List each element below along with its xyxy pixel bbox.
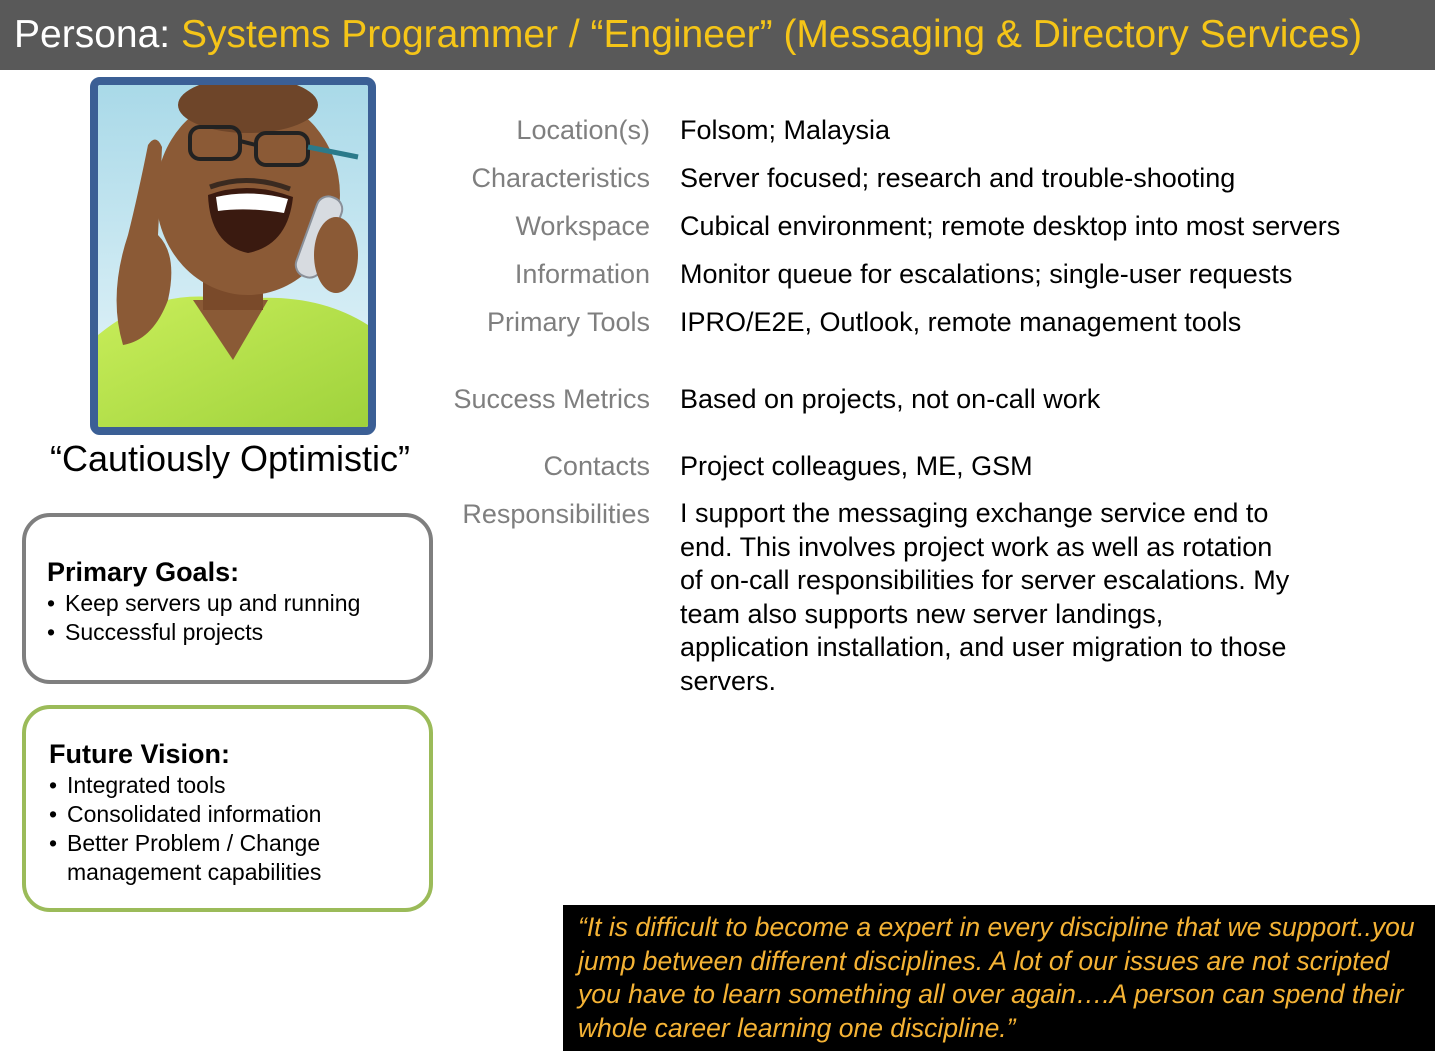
- persona-quote: “It is difficult to become a expert in every discipline that we support..you jump between different disciplines. A lot of our issues are not scripted you have to learn something all over again….A person can spend their whole career learning one discipline.”: [563, 905, 1435, 1051]
- attribute-label: Workspace: [515, 211, 650, 241]
- attribute-label: Location(s): [516, 115, 650, 145]
- title-prefix: Persona:: [14, 13, 181, 56]
- attribute-value: Project colleagues, ME, GSM: [680, 451, 1033, 481]
- attribute-value: Cubical environment; remote desktop into most servers: [680, 211, 1341, 241]
- attribute-value: IPRO/E2E, Outlook, remote management tools: [680, 307, 1242, 337]
- attribute-value: Folsom; Malaysia: [680, 115, 891, 145]
- list-item: • Keep servers up and running: [47, 589, 429, 618]
- future-vision-heading: Future Vision:: [49, 739, 231, 769]
- attribute-label: Contacts: [543, 451, 650, 481]
- attribute-label: Primary Tools: [486, 307, 650, 337]
- attribute-value: I support the messaging exchange service end to end. This involves project work as well as rotation of on-call responsibilities for server escalations. My team also supports new server landings, application installation, and user migration to those servers.: [680, 498, 1290, 696]
- persona-role-title: Systems Programmer / “Engineer” (Messaging & Directory Services): [180, 13, 1363, 56]
- persona-portrait-image: [98, 85, 368, 427]
- attribute-label: Responsibilities: [462, 499, 650, 529]
- list-item: • Integrated tools: [49, 771, 349, 800]
- attribute-label: Characteristics: [471, 163, 650, 193]
- primary-goals-list: [47, 589, 429, 647]
- future-vision-list: [49, 771, 349, 887]
- attribute-value: Based on projects, not on-call work: [680, 384, 1101, 414]
- attribute-value: Server focused; research and trouble-shooting: [680, 163, 1236, 193]
- persona-photo: [90, 77, 376, 435]
- primary-goals-heading: Primary Goals:: [47, 557, 240, 587]
- attribute-label: Success Metrics: [453, 384, 650, 414]
- future-vision-box: [22, 705, 433, 912]
- list-item: • Better Problem / Change management capabilities: [49, 829, 349, 887]
- title-bar: [0, 0, 1435, 70]
- attribute-value: Monitor queue for escalations; single-user requests: [680, 259, 1293, 289]
- list-item: • Successful projects: [47, 618, 429, 647]
- primary-goals-box: [22, 513, 433, 684]
- persona-tagline: “Cautiously Optimistic”: [49, 438, 411, 479]
- list-item: • Consolidated information: [49, 800, 349, 829]
- attribute-label: Information: [514, 259, 650, 289]
